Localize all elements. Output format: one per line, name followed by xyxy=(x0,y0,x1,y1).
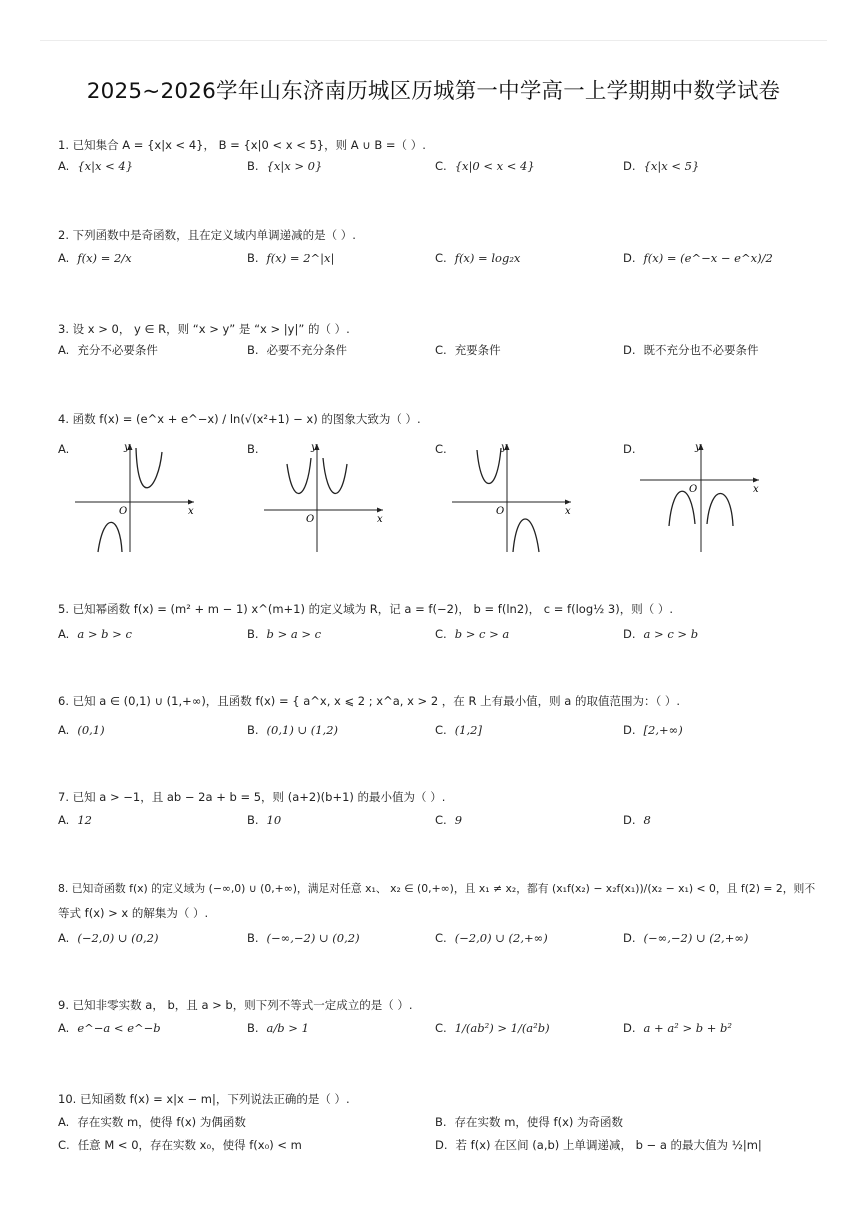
option-d[interactable]: D. {x|x < 5} xyxy=(623,159,700,173)
svg-text:y: y xyxy=(695,442,701,453)
svg-text:O: O xyxy=(306,514,315,525)
options xyxy=(58,720,818,740)
option-a[interactable]: A. 充分不必要条件 xyxy=(58,343,158,357)
option-b[interactable]: B. y x O xyxy=(247,440,437,560)
option-d[interactable]: D. f(x) = (e^−x − e^x)/2 xyxy=(623,251,773,265)
option-a[interactable]: A. a > b > c xyxy=(58,627,132,641)
option-c[interactable]: C. (−2,0) ∪ (2,+∞) xyxy=(435,931,548,945)
option-c[interactable]: C. 任意 M < 0，存在实数 x₀，使得 f(x₀) < m xyxy=(58,1138,302,1152)
option-b[interactable]: B. b > a > c xyxy=(247,627,322,641)
option-d[interactable]: D. 既不充分也不必要条件 xyxy=(623,343,759,357)
option-b[interactable]: B. 存在实数 m，使得 f(x) 为奇函数 xyxy=(435,1115,624,1129)
question-7 xyxy=(58,788,818,827)
options xyxy=(58,340,818,360)
option-c[interactable]: C. 1/(ab²) > 1/(a²b) xyxy=(435,1021,550,1035)
graph-c xyxy=(447,440,577,555)
svg-text:x: x xyxy=(565,506,571,517)
option-a[interactable]: A. (0,1) xyxy=(58,723,105,737)
options xyxy=(58,810,818,830)
question-stem-continued: 等式 f(x) > x 的解集为（ ）. xyxy=(58,906,209,920)
svg-text:O: O xyxy=(689,484,698,495)
options xyxy=(58,624,818,644)
option-c[interactable]: C. 9 xyxy=(435,813,463,827)
question-stem: 7. 已知 a > −1，且 ab − 2a + b = 5，则 (a+2)(b+1) 的最小值为（ ）. xyxy=(58,790,446,804)
question-stem: 6. 已知 a ∈ (0,1) ∪ (1,+∞)，且函数 f(x) = { a^x, x ⩽ 2 ; x^a, x > 2 ，在 R 上有最小值，则 a 的取值范围为：（ ）. xyxy=(58,694,681,708)
option-b[interactable]: B. (0,1) ∪ (1,2) xyxy=(247,723,339,737)
svg-text:O: O xyxy=(119,506,128,517)
svg-text:y: y xyxy=(311,442,317,453)
option-b[interactable]: B. {x|x > 0} xyxy=(247,159,323,173)
svg-text:y: y xyxy=(501,442,507,453)
question-3 xyxy=(58,320,818,357)
option-a[interactable]: A. e^−a < e^−b xyxy=(58,1021,161,1035)
options xyxy=(58,248,818,268)
question-9 xyxy=(58,996,818,1035)
option-a[interactable]: A. 存在实数 m，使得 f(x) 为偶函数 xyxy=(58,1115,246,1129)
option-b[interactable]: B. 10 xyxy=(247,813,282,827)
options xyxy=(58,928,818,948)
option-a[interactable]: A. y x O xyxy=(58,440,248,560)
question-stem: 3. 设 x > 0， y ∈ R，则 “x > y” 是 “x > |y|” 的（ ）. xyxy=(58,322,350,336)
svg-text:x: x xyxy=(188,506,194,517)
option-b[interactable]: B. a/b > 1 xyxy=(247,1021,309,1035)
graph-options xyxy=(58,440,818,560)
option-d[interactable]: D. 8 xyxy=(623,813,651,827)
top-divider xyxy=(40,40,827,41)
graph-b xyxy=(259,440,389,555)
svg-text:x: x xyxy=(377,514,383,525)
option-d[interactable]: D. a + a² > b + b² xyxy=(623,1021,733,1035)
option-c[interactable]: C. {x|0 < x < 4} xyxy=(435,159,535,173)
question-stem: 10. 已知函数 f(x) = x|x − m|，下列说法正确的是（ ）. xyxy=(58,1092,350,1106)
question-1 xyxy=(58,136,818,173)
option-c[interactable]: C. f(x) = log₂x xyxy=(435,251,521,265)
option-d[interactable]: D. (−∞,−2) ∪ (2,+∞) xyxy=(623,931,749,945)
option-b[interactable]: B. 必要不充分条件 xyxy=(247,343,348,357)
question-stem: 1. 已知集合 A = {x|x < 4}， B = {x|0 < x < 5}，则 A ∪ B =（ ）. xyxy=(58,138,426,152)
option-d[interactable]: D. [2,+∞) xyxy=(623,723,683,737)
option-b[interactable]: B. f(x) = 2^|x| xyxy=(247,251,335,265)
option-b[interactable]: B. (−∞,−2) ∪ (0,2) xyxy=(247,931,360,945)
options xyxy=(58,1018,818,1038)
option-d[interactable]: D. y x O xyxy=(623,440,813,560)
page-title: 2025~2026学年山东济南历城区历城第一中学高一上学期期中数学试卷 xyxy=(86,79,781,104)
svg-text:O: O xyxy=(496,506,505,517)
question-6 xyxy=(58,692,818,737)
question-stem: 4. 函数 f(x) = (e^x + e^−x) / ln(√(x²+1) − x) 的图象大致为（ ）. xyxy=(58,412,421,426)
question-stem: 2. 下列函数中是奇函数，且在定义域内单调递减的是（ ）. xyxy=(58,228,356,242)
option-a[interactable]: A. f(x) = 2/x xyxy=(58,251,132,265)
graph-a xyxy=(70,440,200,555)
option-a[interactable]: A. 12 xyxy=(58,813,92,827)
question-5 xyxy=(58,600,818,641)
svg-text:y: y xyxy=(124,442,130,453)
options xyxy=(58,156,818,176)
option-d[interactable]: D. a > c > b xyxy=(623,627,699,641)
question-4 xyxy=(58,410,818,525)
question-2 xyxy=(58,226,818,265)
option-c[interactable]: C. y x O xyxy=(435,440,625,560)
option-d[interactable]: D. 若 f(x) 在区间 (a,b) 上单调递减， b − a 的最大值为 ½|m| xyxy=(435,1138,762,1152)
question-stem: 9. 已知非零实数 a， b，且 a > b，则下列不等式一定成立的是（ ）. xyxy=(58,998,413,1012)
option-a[interactable]: A. {x|x < 4} xyxy=(58,159,134,173)
option-a[interactable]: A. (−2,0) ∪ (0,2) xyxy=(58,931,159,945)
svg-text:x: x xyxy=(753,484,759,495)
option-c[interactable]: C. b > c > a xyxy=(435,627,510,641)
option-c[interactable]: C. (1,2] xyxy=(435,723,482,737)
question-stem: 5. 已知幂函数 f(x) = (m² + m − 1) x^(m+1) 的定义域为 R，记 a = f(−2)， b = f(ln2)， c = f(log½ 3)，则（ ）. xyxy=(58,602,674,616)
graph-d xyxy=(635,440,765,555)
option-c[interactable]: C. 充要条件 xyxy=(435,343,501,357)
question-10 xyxy=(58,1090,818,1152)
question-stem: 8. 已知奇函数 f(x) 的定义域为 (−∞,0) ∪ (0,+∞)，满足对任意 x₁、 x₂ ∈ (0,+∞)，且 x₁ ≠ x₂，都有 (x₁f(x₂) − x₂f(x₁))/(x₂ − x₁) < 0，且 f(2) = 2，则不 xyxy=(58,882,816,895)
question-8 xyxy=(58,880,828,945)
